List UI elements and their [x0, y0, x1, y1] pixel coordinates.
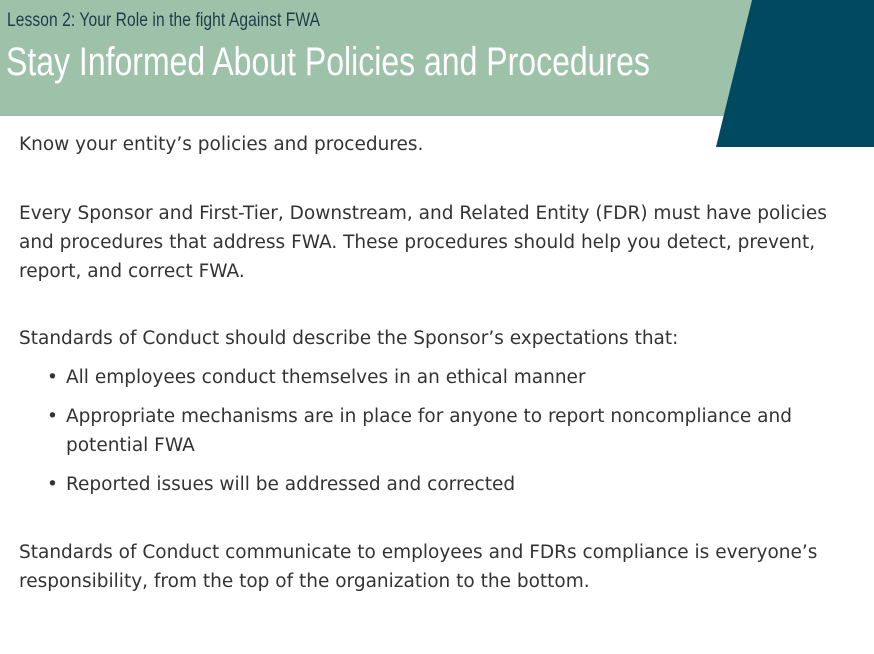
requirement-paragraph: Every Sponsor and First-Tier, Downstream, and Related Entity (FDR) must have policies and procedures that address FWA. These procedures should help you detect, prevent, report, and correct FWA. [19, 203, 827, 282]
list-item [19, 363, 849, 392]
standards-intro-paragraph: Standards of Conduct should describe the Sponsor’s expectations that: [19, 328, 679, 349]
list-item [19, 402, 849, 460]
list-item-text: Appropriate mechanisms are in place for anyone to report noncompliance and potential FWA [66, 406, 792, 456]
closing-paragraph: Standards of Conduct communicate to employees and FDRs compliance is everyone’s responsibility, from the top of the organization to the bottom. [19, 542, 818, 592]
list-item-text: Reported issues will be addressed and corrected [66, 474, 516, 495]
list-item [19, 470, 849, 499]
lesson-label: Lesson 2: Your Role in the fight Against FWA [7, 10, 321, 31]
slide-header [0, 0, 874, 147]
list-item-text: All employees conduct themselves in an ethical manner [66, 367, 586, 388]
bullet-icon: • [47, 406, 58, 427]
bullet-icon: • [47, 367, 58, 388]
intro-paragraph: Know your entity’s policies and procedures. [19, 134, 424, 155]
expectations-list [19, 363, 849, 509]
bullet-icon: • [47, 474, 58, 495]
page-title: Stay Informed About Policies and Procedures [6, 40, 650, 84]
